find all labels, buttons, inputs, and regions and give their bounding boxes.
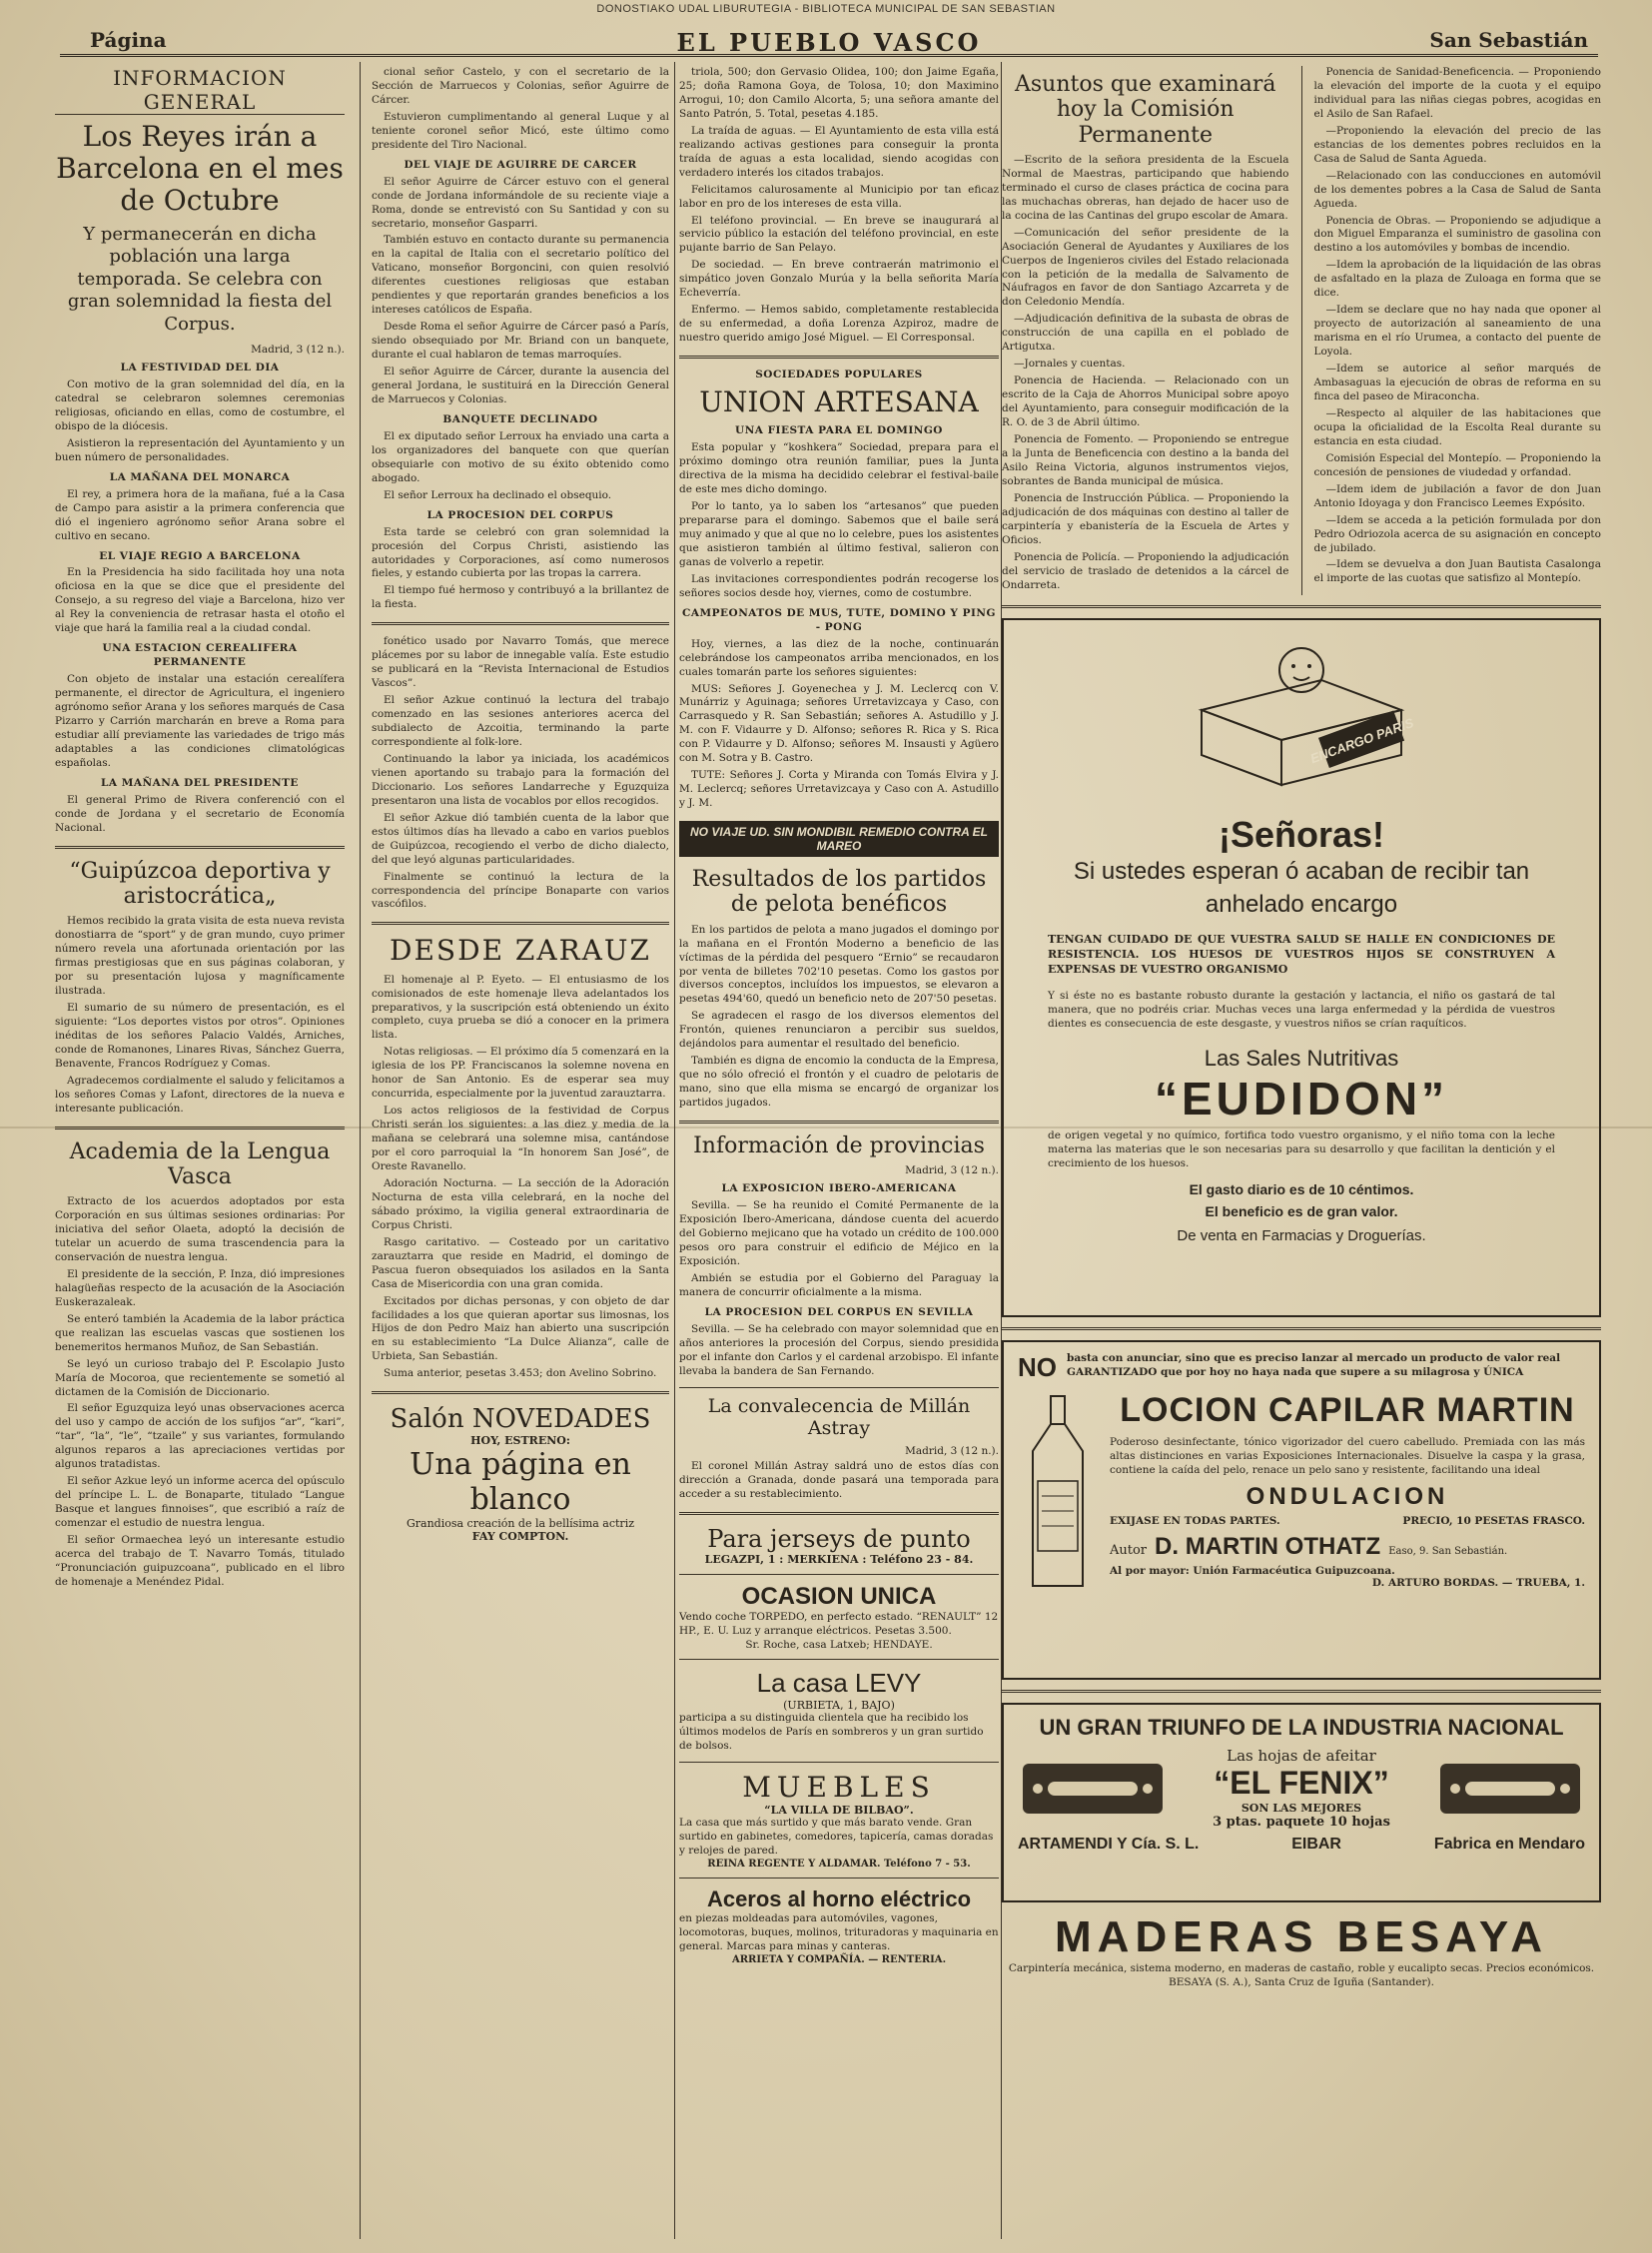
paragraph: El señor Lerroux ha declinado el obsequio. (384, 488, 612, 501)
paragraph: Comisión Especial del Montepío. — Proponiendo la concesión de pensiones de viudedad y orfandad. (1313, 451, 1601, 478)
paragraph: Ponencia de Instrucción Pública. — Proponiendo la adjudicación de dos máquinas con destino al taller de carpintería y ebanistería de la Escuela de Artes y Oficios. (1002, 491, 1289, 546)
comision-left (1002, 66, 1289, 595)
fenix-best: SON LAS MEJORES (1240, 1802, 1362, 1816)
paragraph: Enfermo. — Hemos sabido, completamente restablecida de su enfermedad, a doña Lorenza Azpiroz, madre de nuestro querido amigo José Miguel. — El Corresponsal. (679, 304, 999, 345)
locion-price: PRECIO, 10 PESETAS FRASCO. (1402, 1515, 1585, 1528)
article-body (679, 1460, 999, 1502)
eudidon-brand: “EUDIDON” (1154, 1072, 1449, 1125)
article-body (1002, 154, 1289, 593)
paragraph: También estuvo en contacto durante su permanencia en la capital de Italia con el secretario político del Vaticano, monseñor Borgoncini, con quien resolvió diferentes cuestiones religiosas que estaban pendientes y que reportarán grandes beneficios a los intereses católicos de España. (372, 234, 669, 317)
baby-box-illustration (1172, 630, 1431, 790)
locion-title: LOCION CAPILAR MARTIN (1120, 1391, 1575, 1430)
subheading: EL VIAJE REGIO A BARCELONA (99, 549, 301, 562)
paragraph: Esta popular y “koshkera” Sociedad, prepara para el próximo domingo otra reunión familiar, pues la Junta directiva de la misma ha decidido celebrar el festival-baile de este mes dicho domingo. (679, 441, 999, 496)
ad-text: LEGAZPI, 1 : MERKIENA : Teléfono 23 - 84. (704, 1553, 974, 1567)
masthead-city: San Sebastián (1429, 28, 1588, 52)
comision-article (1002, 66, 1601, 595)
box-label: ENCARGO PARIS (1307, 715, 1416, 767)
fenix-footer (1018, 1836, 1585, 1854)
paragraph: El señor Azkue continuó la lectura del trabajo comenzado en las sesiones anteriores acerca del subdialecto de Azcoitia, terminando la parte correspondiente al folk-lore. (372, 694, 669, 748)
paragraph: Continuando la labor ya iniciada, los académicos vienen aportando su trabajo para la formación del Diccionario. Los señores Landarreche y Eguzquiza presentaron una lista de vocablos por ellos recogidos. (372, 752, 669, 807)
deck: Y permanecerán en dicha población una larga temporada. Se celebra con gran solemnidad la fiesta del Corpus. (67, 223, 333, 335)
headline-guipuzcoa: “Guipúzcoa deportiva y aristocrática„ (69, 858, 331, 909)
dateline: Madrid, 3 (12 n.). (905, 1445, 999, 1458)
paragraph: En la Presidencia ha sido facilitada hoy una nota oficiosa en la que se dice que el presidente del Consejo, a su regreso del viaje a Barcelona, hizo ver al Rey la conveniencia de retrasar hasta el otoño el viaje que hará la familia real a la ciudad condal. (55, 566, 345, 635)
locion-author-label: Autor (1110, 1543, 1148, 1559)
paragraph: Estuvieron cumplimentando al general Luque y al teniente coronel señor Micó, este último como presidente del Tiro Nacional. (372, 110, 669, 151)
eudidon-sale: De venta en Farmacias y Droguerías. (1177, 1226, 1426, 1244)
paragraph: —Idem se autorice al señor marqués de Ambasaguas la ejecución de obras de reforma en su finca del paseo de Miraconcha. (1313, 363, 1601, 402)
masthead-page: Página (90, 28, 167, 52)
subheading: BANQUETE DECLINADO (442, 412, 598, 425)
paragraph: —Idem la aprobación de la liquidación de las obras de asfaltado en la plaza de Zuloaga en forma que se dice. (1313, 259, 1601, 300)
divider (372, 622, 669, 625)
locion-row (1110, 1515, 1585, 1527)
paragraph: —Comunicación del señor presidente de la Asociación General de Ayudantes y Auxiliares de los Cuerpos de Ingenieros civiles del Estado relacionada con la petición de la medalla de Salvamento de Náufragos en favor de don Santiago Azcarreta y de don Celedonio Mendía. (1002, 226, 1289, 309)
masthead-title: EL PUEBLO VASCO (676, 28, 982, 57)
divider (679, 1659, 999, 1660)
fenix-city: EIBAR (1291, 1836, 1341, 1854)
paragraph: De sociedad. — En breve contraerán matrimonio el simpático joven Gonzalo Murúa y la bella señorita María Echeverría. (679, 259, 999, 300)
paragraph: triola, 500; don Gervasio Olidea, 100; don Jaime Egaña, 25; doña Ramona Goya, de Tolosa, 10; don Maximino Arrogui, 10; don Camilo Alcorta, 5; una señora amante del Santo Patrón, 5. Total, pesetas 4.185. (679, 66, 999, 120)
subheading: LA PROCESION DEL CORPUS (426, 508, 614, 521)
salon-title: Salón NOVEDADES (390, 1404, 651, 1435)
fenix-title: UN GRAN TRIUNFO DE LA INDUSTRIA NACIONAL (1039, 1715, 1564, 1741)
salon-film: Una página en blanco (410, 1447, 631, 1518)
paragraph: Ponencia de Policía. — Proponiendo la adjudicación del servicio de traslado de detenidos a la cárcel de Ondarreta. (1002, 550, 1289, 591)
divider (372, 922, 669, 925)
subheading: LA PROCESION DEL CORPUS EN SEVILLA (704, 1305, 974, 1318)
paragraph: —Idem se devuelva a don Juan Bautista Casalonga el importe de las cuotas que satisfizo al Montepío. (1313, 558, 1601, 585)
subheading: LA MAÑANA DEL MONARCA (109, 470, 291, 483)
subheading: UNA ESTACION CEREALIFERA PERMANENTE (102, 642, 298, 669)
divider (1002, 1690, 1601, 1693)
ad-address: ARRIETA Y COMPAÑÍA. — RENTERIA. (731, 1953, 947, 1965)
column-rule (360, 62, 361, 2239)
paragraph: Adoración Nocturna. — La sección de la Adoración Nocturna de esta villa celebrará, en la noche del sábado próximo, la vigilia general extraordinaria de Corpus Christi. (372, 1176, 669, 1231)
ad-jerseys (679, 1525, 999, 1566)
el-fenix-ad (1002, 1703, 1601, 1902)
eudidon-benefit: El beneficio es de gran valor. (1205, 1202, 1398, 1219)
column-2 (372, 66, 669, 2233)
ad-levy (679, 1668, 999, 1754)
salon-actress: FAY COMPTON. (471, 1530, 569, 1544)
dateline: Madrid, 3 (12 n.). (905, 1164, 999, 1177)
locion-intro: basta con anunciar, sino que es preciso lanzar al mercado un producto de valor real GARANTIZADO que por hoy no haya nada que supere a su milagrosa y ÚNICA (1067, 1352, 1561, 1379)
locion-author-row (1110, 1533, 1585, 1561)
paragraph: Esta tarde se celebró con gran solemnidad la procesión del Corpus Christi, asistiendo las autoridades y Corporaciones, así como numerosos fieles, y estando cubierta por las tropas la carrera. (372, 525, 669, 580)
paragraph: Hoy, viernes, a las diez de la noche, continuarán celebrándose los campeonatos arriba mencionados, en los cuales tomarán parte los señores siguientes: (679, 637, 999, 678)
paragraph: Ponencia de Sanidad-Beneficencia. — Proponiendo la elevación del importe de la cuota y el equipo individual para las niñas ciegas pobres, acogidas en el Asilo de San Rafael. (1313, 66, 1601, 120)
ad-aceros (679, 1886, 999, 1965)
paragraph: Sevilla. — Se ha celebrado con mayor solemnidad que en años anteriores la procesión del Corpus, siendo presidida por el infante don Carlos y el cardenal arzobispo. El infante llevaba la bandera de San Fernando. (679, 1322, 999, 1377)
subheading: LA EXPOSICION IBERO-AMERICANA (721, 1182, 957, 1195)
column-4 (1002, 66, 1601, 2233)
fenix-center (1213, 1747, 1390, 1830)
paragraph: El ex diputado señor Lerroux ha enviado una carta a los organizadores del banquete con que querían obsequiarle con motivo de su éxito obtenido como abogado. (372, 429, 669, 484)
column-rule (1301, 66, 1302, 595)
paragraph: —Idem se acceda a la petición formulada por don Pedro Odriozola acerca de su asignación en concepto de jubilado. (1313, 513, 1601, 554)
paragraph: cional señor Castelo, y con el secretario de la Sección de Marruecos y Colonias, señor Aguirre de Cárcer. (372, 66, 669, 106)
subheading: UNA FIESTA PARA EL DOMINGO (735, 424, 943, 437)
salon-novedades-ad (372, 1404, 669, 1543)
article-body (372, 66, 669, 612)
section-title: INFORMACION GENERAL (55, 66, 345, 115)
locion-address: Easo, 9. San Sebastián. (1388, 1546, 1508, 1558)
paragraph: Se enteró también la Academia de la labor práctica que realizan las escuelas vascas que sostienen los benemeritos hermanos Muñoz, de San Sebastián. (55, 1312, 345, 1353)
masthead (60, 28, 1598, 57)
paragraph: —Proponiendo la elevación del precio de las estancias de los dementes pobres recluidos en la Casa de Salud de Santa Agueda. (1313, 124, 1601, 165)
bottle-icon (1018, 1391, 1098, 1591)
eudidon-sales: Las Sales Nutritivas (1204, 1045, 1399, 1071)
paragraph: Asistieron la representación del Ayuntamiento y un buen número de personalidades. (55, 436, 345, 463)
paragraph: Las invitaciones correspondientes podrán recogerse los señores socios desde hoy, viernes, como de costumbre. (679, 572, 999, 599)
paragraph: El señor Aguirre de Cárcer estuvo con el general conde de Jordana informándole de su reciente viaje a Roma, donde se entrevistó con Su Santidad y con su secretario, monseñor Gasparri. (372, 175, 669, 230)
fenix-price: 3 ptas. paquete 10 hojas (1213, 1815, 1390, 1831)
divider (679, 356, 999, 359)
razor-blade-icon (1018, 1754, 1168, 1824)
subheading: CAMPEONATOS DE MUS, TUTE, DOMINO Y PING - PONG (682, 606, 996, 633)
headline-union-artesana: UNION ARTESANA (699, 385, 979, 419)
paragraph: —Relacionado con las conducciones en automóvil de los dementes pobres a la Casa de Salud de Santa Agueda. (1313, 169, 1601, 210)
library-header: DONOSTIAKO UDAL LIBURUTEGIA - BIBLIOTECA MUNICIPAL DE SAN SEBASTIAN (596, 3, 1056, 15)
paragraph: Finalmente se continuó la lectura de la correspondencia del príncipe Bonaparte con varios vascófilos. (372, 870, 669, 911)
paragraph: También es digna de encomio la conducta de la Empresa, que no sólo ofreció el frontón y el cuadro de pelotaris de mano, sino que ella misma se encargó de organizar los partidos jugados. (679, 1055, 999, 1110)
fenix-maker: ARTAMENDI Y Cía. S. L. (1018, 1836, 1200, 1854)
paragraph: Ponencia de Obras. — Proponiendo se adjudique a don Miguel Emparanza el suministro de gasolina con destino a los automóviles y bombas de incendio. (1313, 214, 1601, 255)
article-body (679, 1182, 999, 1378)
divider (679, 1762, 999, 1763)
paragraph: Por lo tanto, ya lo saben los “artesanos” que pueden prepararse para el domingo. Sabemos que el baile será muy animado y que al que no lo celebre, pues los asistentes que asistieron también al último festival, salieron con ganas de volverlo a repetir. (679, 500, 999, 568)
maderas-title: MADERAS BESAYA (1055, 1912, 1548, 1962)
paragraph: Los actos religiosos de la festividad de Corpus Christi serán los siguientes: a las diez y media de la mañana se celebrará una solemne misa, cantándose por el coro parroquial la “In honorem San José”, de Oreste Ravanello. (372, 1105, 669, 1172)
eudidon-caps: TENGAN CUIDADO DE QUE VUESTRA SALUD SE HALLE EN CONDICIONES DE RESISTENCIA. LOS HUESOS DE VUESTROS HIJOS SE CONSTRUYEN A EXPENSAS DE VUESTRO ORGANISMO (1048, 933, 1555, 976)
paragraph: —Idem idem de jubilación a favor de don Juan Antonio Idoyaga y don Francisco Leemes Expósito. (1313, 482, 1601, 509)
eudidon-title: ¡Señoras! (1218, 814, 1385, 856)
paragraph: Sevilla. — Se ha reunido el Comité Permanente de la Exposición Ibero-Americana, dándose cuenta del acuerdo del Gobierno mejicano que ha votado un crédito de 100.000 pesos oro para construir el edificio de Méjico en la Exposición. (679, 1199, 999, 1268)
paragraph: Con motivo de la gran solemnidad del día, en la catedral se celebraron solemnes ceremonias religiosas, oficiando en ellas, como de costumbre, el obispo de la diócesis. (55, 378, 345, 432)
eudidon-lead: Si ustedes esperan ó acaban de recibir tan anhelado encargo (1073, 858, 1530, 918)
paragraph: El presidente de la sección, P. Inza, dió impresiones halagüeñas respecto de la acusación de la Asociación Euskerazaleak. (55, 1267, 345, 1308)
paragraph: TUTE: Señores J. Corta y Miranda con Tomás Elvira y J. M. Leclercq; señores Urretavizcaya y Caso con A. Astudillo y J. M. (679, 769, 999, 810)
paragraph: El señor Azkue leyó un informe acerca del opúsculo del príncipe L. L. de Bonaparte, titulado “Langue Basque et langues finnoises”, que escribió a raíz de comenzar el estudio de nuestra lengua. (55, 1475, 345, 1530)
divider (679, 1387, 999, 1388)
ad-title: La casa LEVY (756, 1668, 922, 1699)
comision-right (1313, 66, 1601, 595)
paragraph: En los partidos de pelota a mano jugados el domingo por la mañana en el Frontón Moderno a beneficio de las víctimas de la pérdida del pesquero “Ernio” se recaudaron por venta de billetes 702'10 pesetas. Como los gastos por diversos conceptos, incluídos los impuestos, se elevaron a pesetas 494'60, quedó un beneficio neto de 207'50 pesetas. (679, 923, 999, 1006)
ad-text: Vendo coche TORPEDO, en perfecto estado. “RENAULT” 12 HP., E. U. Luz y arranque eléctricos. Pesetas 3.500. (679, 1611, 999, 1638)
paragraph: Hemos recibido la grata visita de esta nueva revista donostiarra de “sport” y de gran mundo, cuyo primer número revela una afortunada orientación por las firmas prestigiosas que en sus páginas colaboran, y por su presentación lujosa y magníficamente ilustrada. (55, 915, 345, 997)
paragraph: Se leyó un curioso trabajo del P. Escolapio Justo María de Mocoroa, que recientemente se sometió al dictamen de la Comisión de Diccionario. (55, 1357, 345, 1398)
ad-text: en piezas moldeadas para automóviles, vagones, locomotoras, buques, molinos, trituradoras y maquinaria en general. Marcas para minas y canteras. (679, 1911, 999, 1952)
paragraph: El tiempo fué hermoso y contribuyó a la brillantez de la fiesta. (372, 584, 669, 611)
divider (679, 1121, 999, 1124)
ad-title: Para jerseys de punto (707, 1525, 971, 1554)
ad-ocasion (679, 1583, 999, 1651)
ad-text: participa a su distinguida clientela que ha recibido los últimos modelos de París en sombreros y un gran surtido de bolsos. (679, 1712, 984, 1753)
article-body (372, 635, 669, 912)
paragraph: Ponencia de Fomento. — Proponiendo se entregue a la Junta de Beneficencia con destino a la banda del Asilo Reina Victoria, algunos instrumentos viejos, sobrantes de Banda municipal de música. (1002, 433, 1289, 487)
paragraph: La traída de aguas. — El Ayuntamiento de esta villa está realizando activas gestiones para conseguir la pronta traída de aguas a esta localidad, siendo acogidas con verdadero interés los citados trabajos. (679, 124, 999, 179)
column-rule (674, 62, 675, 2239)
locion-wholesale: Al por mayor: Unión Farmacéutica Guipuzcoana. (1110, 1565, 1395, 1578)
ad-sub: “LA VILLA DE BILBAO”. (764, 1804, 914, 1818)
paragraph: Extracto de los acuerdos adoptados por esta Corporación en sus últimas sesiones ordinarias: Por iniciativa del señor Olaeta, adoptó la decisión de tutelar un acuerdo de suma trascendencia para la conservación de nuestra lengua. (55, 1195, 345, 1263)
paragraph: —Adjudicación definitiva de la subasta de obras de construcción de una capilla en el poblado de Artigutxa. (1002, 313, 1289, 354)
paragraph: —Jornales y cuentas. (1014, 358, 1126, 371)
eudidon-ad (1002, 618, 1601, 1317)
razor-blade-icon (1435, 1754, 1585, 1824)
eudidon-body: Y si éste no es bastante robusto durante la gestación y lactancia, el niño os gastará de tal manera, que no podréis criar. Muchas veces una larga enfermedad y la pérdida de vuestros dientes es consecuencia de este desgaste, y vuestros niños se crían raquíticos. (1048, 989, 1555, 1030)
paragraph: El sumario de su número de presentación, es el siguiente: “Los deportes vistos por otros”. Opiniones inéditas de los señores Palacio Valdés, Arniches, conde de Romanones, Linares Rivas, Sánchez Guerra, Benavente, Francos Rodríguez y Comas. (55, 1001, 345, 1070)
paragraph: El señor Aguirre de Cárcer, durante la ausencia del general Jordana, le sustituirá en la Dirección General de Marruecos y Colonias. (372, 366, 669, 405)
paragraph: Suma anterior, pesetas 3.453; don Avelino Sobrino. (384, 1367, 657, 1380)
headline-provincias: Información de provincias (693, 1133, 985, 1159)
paragraph: El teléfono provincial. — En breve se inaugurará al servicio público la estación del teléfono provincial, en este pujante barrio de San Pelayo. (679, 214, 999, 255)
salon-text: Grandiosa creación de la bellísima actriz (406, 1517, 635, 1531)
headline-zarauz: DESDE ZARAUZ (390, 934, 651, 968)
article-body (55, 915, 345, 1116)
paper-fold (0, 1126, 1652, 1128)
divider (679, 1574, 999, 1575)
divider (1002, 605, 1601, 608)
headline-comision: Asuntos que examinará hoy la Comisión Permanente (1014, 72, 1276, 148)
ad-title: Aceros al horno eléctrico (706, 1885, 972, 1911)
subheading: DEL VIAJE DE AGUIRRE DE CARCER (404, 158, 637, 171)
maderas-besaya-ad (1002, 1912, 1601, 1989)
paragraph: Con objeto de instalar una estación cerealífera permanente, el director de Agricultura, el ingeniero agrónomo señor Arana y los señores marqués de Casa Pizarro y Carrión marcharán en breve a Roma para estudiar allí previamente las variedades de trigo más adaptables a las condiciones climatológicas españolas. (55, 673, 345, 769)
paragraph: El coronel Millán Astray saldrá uno de estos días con dirección a Granada, donde pasará una temporada para acceder a su restablecimiento. (679, 1460, 999, 1501)
article-body (679, 924, 999, 1111)
paragraph: —Respecto al alquiler de las habitaciones que ocupa la oficialidad de la Escolta Real durante su estancia en esta ciudad. (1313, 406, 1601, 447)
locion-author: D. MARTIN OTHATZ (1155, 1533, 1381, 1561)
paragraph: Rasgo caritativo. — Costeado por un caritativo zarauztarra que reside en Madrid, el domingo de Pascua fueron obsequiados los asilados en la Santa Casa de Misericordia con una gran comida. (372, 1235, 669, 1290)
paragraph: Agradecemos cordialmente el saludo y felicitamos a los señores Comas y Lafont, directores de la nueva e interesante publicación. (55, 1074, 345, 1115)
locion-top (1018, 1352, 1585, 1383)
paragraph: El rey, a primera hora de la mañana, fué a la Casa de Campo para asistir a la primera conferencia que dió el ingeniero agrónomo señor Arana sobre el cultivo en secano. (55, 487, 345, 542)
divider (55, 846, 345, 849)
salon-sub: HOY, ESTRENO: (470, 1434, 570, 1448)
eudidon-cost: El gasto diario es de 10 céntimos. (1189, 1180, 1414, 1197)
subheading: LA MAÑANA DEL PRESIDENTE (101, 776, 299, 789)
locion-ondulacion: ONDULACION (1245, 1483, 1449, 1511)
divider (372, 1391, 669, 1394)
paragraph: —Escrito de la señora presidenta de la Escuela Normal de Maestras, participando que habiendo terminado el curso de clases práctica de cocina para las muchachas obreras, han dejado de hacer uso de la cocina de las Cantinas del grupo escolar de Amara. (1002, 153, 1289, 222)
headline-academia: Academia de la Lengua Vasca (69, 1138, 331, 1189)
fenix-middle (1018, 1747, 1585, 1830)
article-body (679, 424, 999, 811)
ad-address: Sr. Roche, casa Latxeb; HENDAYE. (745, 1639, 933, 1652)
paragraph: El homenaje al P. Eyeto. — El entusiasmo de los comisionados de este homenaje lleva adelantados los preparativos, y la suscripción está obteniendo un éxito completo, cuya prueba se dió a conocer en la primera lista. (372, 973, 669, 1042)
dateline: Madrid, 3 (12 n.). (251, 344, 345, 357)
ad-title: OCASION UNICA (741, 1583, 937, 1611)
paragraph: Se agradecen el rasgo de los diversos elementos del Frontón, quienes renunciaron a percibir sus sueldos, dejándolos para aumentar el resultado del beneficio. (679, 1010, 999, 1051)
locion-shops: EXIJASE EN TODAS PARTES. (1110, 1515, 1280, 1528)
article-body (55, 1195, 345, 1590)
fenix-brand: “EL FENIX” (1214, 1765, 1389, 1802)
maderas-text: Carpintería mecánica, sistema moderno, en maderas de castaño, roble y eucalipto secas. Precios económicos. BESAYA (S. A.), Santa Cruz de Iguña (Santander). (1008, 1962, 1595, 1989)
paragraph: Excitados por dichas personas, y con objeto de dar facilidades a los que quieran aportar sus limosnas, los Hijos de don Pedro Maiz han abierto una suscripción en su establecimiento “La Dulce Alianza”, calle de Urbieta, San Sebastián. (372, 1294, 669, 1363)
paragraph: El señor Eguzquiza leyó unas observaciones acerca del uso y campo de acción de los sufijos “ar”, “kari”, “tar”, “la”, “le”, “tzaile” y sus variantes, formulando algunos reparos a las apreciaciones vertidas por algunos tratadistas. (55, 1402, 345, 1471)
paragraph: El señor Azkue dió también cuenta de la labor que estos últimos días ha llevado a cabo en varios pueblos de Guipúzcoa, recogiendo el verbo de dicho dialecto, del que leyó algunas particularidades. (372, 811, 669, 866)
paragraph: El señor Ormaechea leyó un interesante estudio acerca del trabajo de T. Navarro Tomás, titulado “Pronunciación guipuzcoana”, publicado en el libro de homenaje a Menéndez Pidal. (55, 1534, 345, 1588)
article-body (679, 66, 999, 346)
ad-address: (URBIETA, 1, BAJO) (783, 1699, 895, 1713)
locion-distributor: D. ARTURO BORDAS. — TRUEBA, 1. (1371, 1577, 1585, 1590)
section-label: SOCIEDADES POPULARES (755, 369, 923, 381)
locion-main (1018, 1391, 1585, 1591)
locion-text: Poderoso desinfectante, tónico vigorizador del cuero cabelludo. Premiada con las más altas distinciones en varias Exposiciones Internacionales. Disuelve la caspa y la grasa, contiene la caída del pelo, renace un pelo sano y resistente, facilitando una ideal (1110, 1436, 1585, 1476)
article-body (372, 974, 669, 1382)
ad-title: MUEBLES (742, 1771, 936, 1805)
fenix-sub: Las hojas de afeitar (1227, 1747, 1376, 1766)
eudidon-text: de origen vegetal y no químico, fortifica todo vuestro organismo, y el niño toma con la leche materna las materias que le son necesarias para su desarrollo y que facilitan la dentición y el crecimiento de los huesos. (1048, 1128, 1555, 1169)
locion-body (1110, 1391, 1585, 1591)
locion-martin-ad (1002, 1340, 1601, 1680)
paragraph: fonético usado por Navarro Tomás, que merece plácemes por su labor de innegable valía. Este estudio se publicará en la “Revista Internacional de Estudios Vascos”. (372, 635, 669, 690)
article-body (55, 362, 345, 836)
ad-address: REINA REGENTE Y ALDAMAR. Teléfono 7 - 53. (707, 1858, 971, 1870)
paragraph: Ponencia de Hacienda. — Relacionado con un escrito de la Caja de Ahorros Municipal sobre apoyo del Ayuntamiento, para conseguir modificación de la R. O. de 3 de Abril último. (1002, 375, 1289, 429)
ad-muebles (679, 1771, 999, 1870)
fenix-factory: Fabrica en Mendaro (1433, 1836, 1585, 1854)
headline-pelota: Resultados de los partidos de pelota benéficos (691, 867, 987, 918)
divider (1002, 1327, 1601, 1330)
paragraph: —Idem se declare que no hay nada que oponer al proyecto de autorización al saneamiento de una marisma en el río Urumea, a contacto del puente de Loyola. (1313, 304, 1601, 359)
subheading: LA FESTIVIDAD DEL DIA (120, 362, 280, 375)
column-1 (55, 66, 345, 2233)
paragraph: Desde Roma el señor Aguirre de Cárcer pasó a París, siendo obsequiado por Mr. Briand con un banquete, durante el cual hablaron de temas marroquíes. (372, 321, 669, 362)
column-3 (679, 66, 999, 2233)
headline-reyes: Los Reyes irán a Barcelona en el mes de Octubre (56, 120, 344, 218)
ad-text: La casa que más surtido y que más barato vende. Gran surtido en gabinetes, comedores, tapicería, camas doradas y relojes de pared. (679, 1817, 994, 1857)
mondibil-banner: NO VIAJE UD. SIN MONDIBIL REMEDIO CONTRA EL MAREO (679, 821, 999, 857)
headline-millan-astray: La convalecencia de Millán Astray (707, 1394, 971, 1439)
paragraph: El general Primo de Rivera conferenció con el conde de Jordana y el secretario de Economía Nacional. (55, 793, 345, 834)
paragraph: MUS: Señores J. Goyenechea y J. M. Leclercq con V. Munárriz y Aguinaga; señores Urretavizcaya y Caso, con Carrasquedo y R. San Sebastián; señores A. Astudillo y J. M. con F. Vidaurre y D. Alfonso; señores R. Rica y S. Rica con P. Vidaurre y D. Alfonso; señores M. Insausti y Agüero con M. Sotra y B. Castro. (679, 682, 999, 765)
paragraph: Felicitamos calurosamente al Municipio por tan eficaz labor en pro de los intereses de esta villa. (679, 183, 999, 210)
paragraph: Ambién se estudia por el Gobierno del Paraguay la manera de concurrir oficialmente a la misma. (679, 1272, 999, 1299)
locion-no: NO (1018, 1352, 1057, 1383)
divider (679, 1512, 999, 1515)
paragraph: Notas religiosas. — El próximo día 5 comenzará en la iglesia de los PP. Franciscanos la solemne novena en honor de San Antonio. Es de esperar sea muy concurrida, especialmente por la juventud zarauztarra. (372, 1046, 669, 1101)
